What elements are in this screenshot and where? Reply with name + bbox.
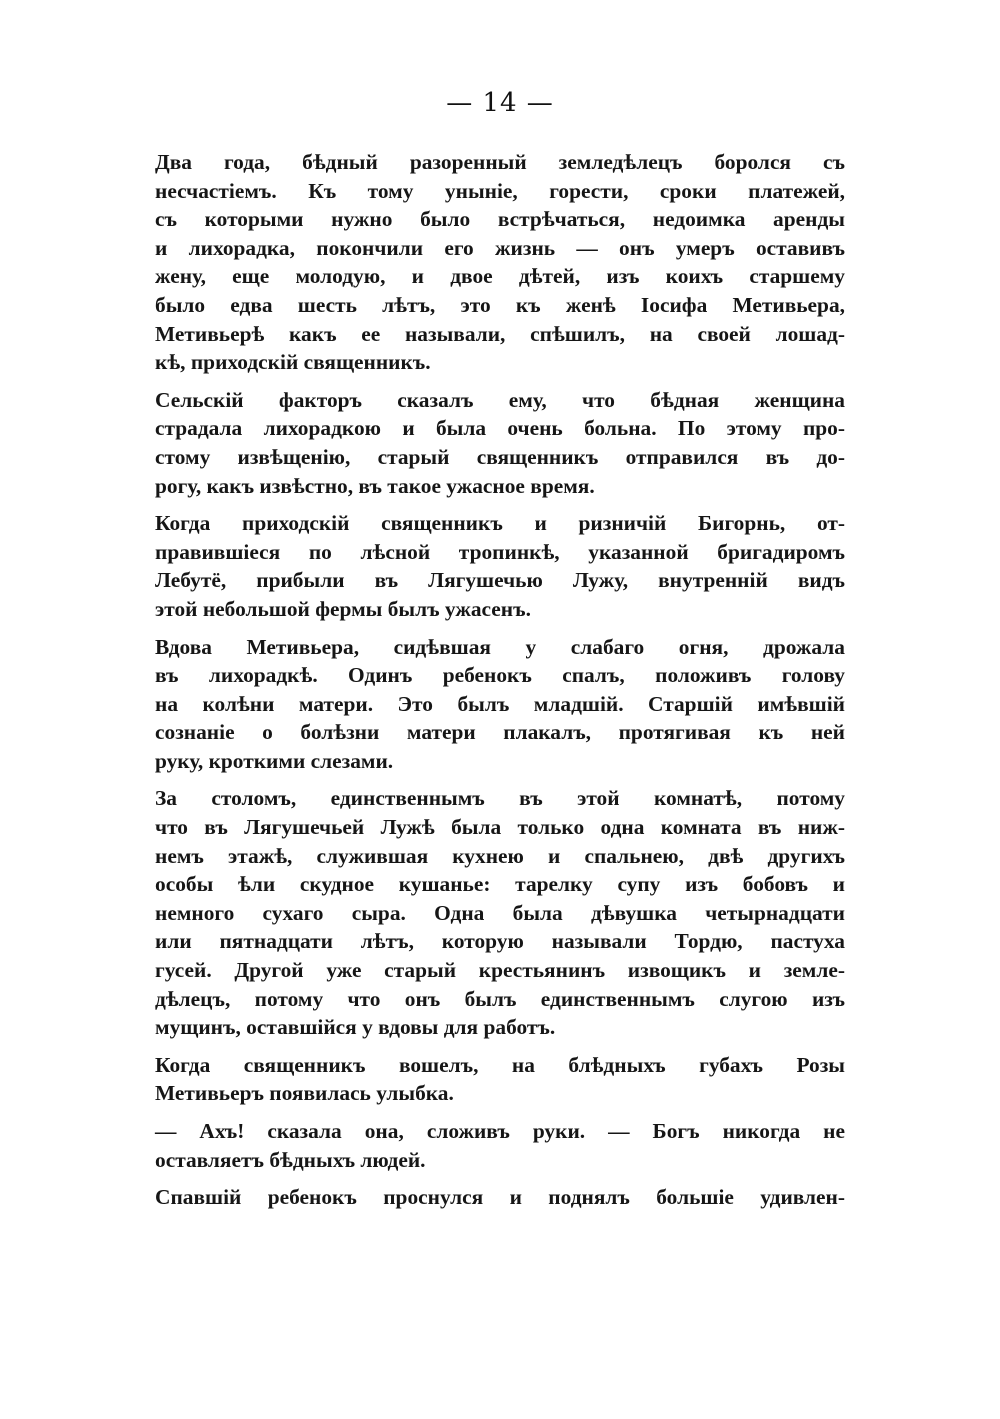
text-line: или пятнадцати лѣтъ, которую называли Тордю, пастуха	[155, 929, 845, 954]
page-number: — 14 —	[446, 88, 554, 118]
paragraph-6	[155, 1051, 845, 1108]
body-text	[155, 148, 845, 1221]
text-line: особы ѣли скудное кушанье: тарелку супу изъ бобовъ и	[155, 872, 845, 897]
text-line: этой небольшой фермы былъ ужасенъ.	[155, 596, 531, 621]
paragraph-4	[155, 633, 845, 776]
text-line: Когда священникъ вошелъ, на блѣдныхъ губахъ Розы	[155, 1052, 845, 1077]
paragraph-5	[155, 784, 845, 1041]
text-line: на колѣни матери. Это былъ младшій. Старшій имѣвшій	[155, 691, 845, 716]
text-line: — Ахъ! сказала она, сложивъ руки. — Богъ никогда не	[155, 1119, 845, 1143]
text-line: съ которыми нужно было встрѣчаться, недоимка аренды	[155, 207, 845, 232]
text-line: правившіеся по лѣсной тропинкѣ, указанной бригадиромъ	[155, 539, 845, 564]
paragraph-8	[155, 1183, 845, 1212]
paragraph-3	[155, 509, 845, 623]
text-line: Лебутё, прибыли въ Лягушечью Лужу, внутренній видъ	[155, 568, 845, 593]
text-line: Метивьеръ появилась улыбка.	[155, 1081, 454, 1106]
text-line: оставляетъ бѣдныхъ людей.	[155, 1147, 426, 1172]
text-line: и лихорадка, покончили его жизнь — онъ умеръ оставивъ	[155, 235, 845, 260]
paragraph-1	[155, 148, 845, 377]
text-line: кѣ, приходскій священникъ.	[155, 350, 431, 375]
text-line: сознаніе о болѣзни матери плакалъ, протягивая къ ней	[155, 720, 845, 745]
text-line: Два года, бѣдный разоренный земледѣлецъ боролся съ	[155, 150, 845, 174]
text-line: рогу, какъ извѣстно, въ такое ужасное время.	[155, 473, 595, 498]
text-line: За столомъ, единственнымъ въ этой комнатѣ, потому	[155, 786, 845, 811]
paragraph-7	[155, 1117, 845, 1174]
text-line: немного сухаго сыра. Одна была дѣвушка четырнадцати	[155, 900, 845, 925]
text-line: страдала лихорадкою и была очень больна. По этому про-	[155, 416, 845, 441]
text-line: было едва шесть лѣтъ, это къ женѣ Іосифа Метивьера,	[155, 292, 845, 317]
text-line: гусей. Другой уже старый крестьянинъ извощикъ и земле-	[155, 958, 845, 983]
text-line: немъ этажѣ, служившая кухнею и спальнею, двѣ другихъ	[155, 843, 845, 868]
text-line: жену, еще молодую, и двое дѣтей, изъ коихъ старшему	[155, 264, 845, 289]
text-line: въ лихорадкѣ. Одинъ ребенокъ спалъ, положивъ голову	[155, 663, 845, 688]
text-line: Когда приходскій священникъ и ризничій Бигорнь, от-	[155, 511, 845, 536]
text-line: дѣлецъ, потому что онъ былъ единственнымъ слугою изъ	[155, 986, 845, 1011]
text-line: стому извѣщенію, старый священникъ отправился въ до-	[155, 444, 845, 469]
text-line: Вдова Метивьера, сидѣвшая у слабаго огня, дрожала	[155, 634, 845, 659]
text-line: что въ Лягушечьей Лужѣ была только одна комната въ ниж-	[155, 815, 845, 840]
text-line: мущинъ, оставшійся у вдовы для работъ.	[155, 1015, 556, 1040]
text-line: Спавшій ребенокъ проснулся и поднялъ большіе удивлен-	[155, 1185, 845, 1210]
text-line: несчастіемъ. Къ тому уныніе, горести, сроки платежей,	[155, 178, 845, 203]
paragraph-2	[155, 386, 845, 500]
text-line: руку, кроткими слезами.	[155, 748, 394, 773]
text-line: Сельскій факторъ сказалъ ему, что бѣдная женщина	[155, 387, 845, 412]
text-line: Метивьерѣ какъ ее называли, спѣшилъ, на своей лошад-	[155, 321, 845, 346]
